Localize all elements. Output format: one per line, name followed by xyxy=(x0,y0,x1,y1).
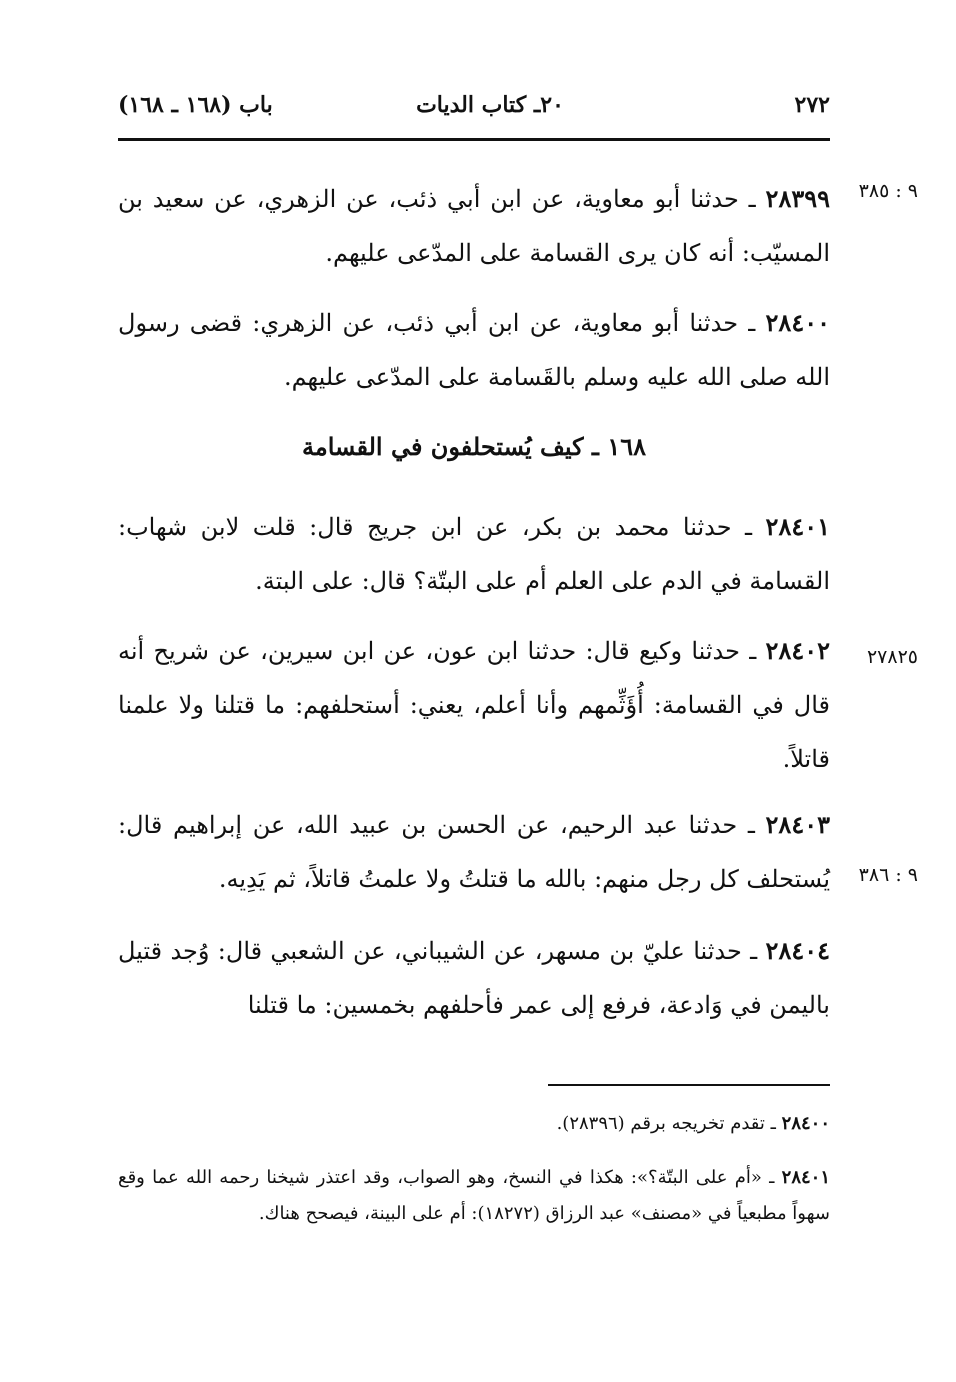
footnote-text: ـ «أم على البتّة؟»: هكذا في النسخ، وهو الصواب، وقد اعتذر شيخنا رحمه الله عما وقع سهواً مطبعياً في «مصنف» عبد الرزاق (١٨٢٧٢): أم على البينة، فيصحح هناك. xyxy=(118,1167,830,1224)
footnote-number: ٢٨٤٠١ xyxy=(781,1167,830,1188)
page-number: ٢٧٢ xyxy=(794,92,830,118)
hadith-entry xyxy=(118,924,830,1032)
hadith-text: ـ حدثنا محمد بن بكر، عن ابن جريج قال: قلت لابن شهاب: القسامة في الدم على العلم أم على البتّة؟ قال: على البتة. xyxy=(118,513,830,595)
hadith-entry xyxy=(118,624,830,786)
chapter-heading: ١٦٨ ـ كيف يُستحلفون في القسامة xyxy=(302,432,646,461)
footnote-rule xyxy=(548,1084,830,1086)
hadith-text: ـ حدثنا عليّ بن مسهر، عن الشيباني، عن الشعبي قال: وُجد قتيل باليمن في وَادعة، فرفع إلى عمر فأحلفهم بخمسين: ما قتلنا xyxy=(118,937,830,1019)
section-range: باب (١٦٨ ـ ١٦٨) xyxy=(118,92,273,118)
margin-ref-3: ٩ : ٣٨٦ xyxy=(858,864,918,886)
footnote xyxy=(118,1106,830,1142)
hadith-entry xyxy=(118,500,830,608)
hadith-number: ٢٨٤٠٠ xyxy=(765,308,830,337)
footnote-text: ـ تقدم تخريجه برقم (٢٨٣٩٦). xyxy=(556,1113,776,1134)
hadith-number: ٢٨٤٠١ xyxy=(765,512,830,541)
header-rule xyxy=(118,138,830,141)
footnote xyxy=(118,1160,830,1232)
margin-ref-2: ٢٧٨٢٥ xyxy=(866,646,918,668)
margin-ref-1: ٩ : ٣٨٥ xyxy=(858,180,918,202)
hadith-text: ـ حدثنا أبو معاوية، عن ابن أبي ذئب، عن الزهري، عن سعيد بن المسيّب: أنه كان يرى القسامة على المدّعى عليهم. xyxy=(118,185,830,267)
hadith-number: ٢٨٤٠٣ xyxy=(765,810,830,839)
hadith-entry xyxy=(118,296,830,404)
hadith-entry xyxy=(118,172,830,280)
hadith-entry xyxy=(118,798,830,906)
hadith-text: ـ حدثنا أبو معاوية، عن ابن أبي ذئب، عن الزهري: قضى رسول الله صلى الله عليه وسلم بالقَسامة على المدّعى عليهم. xyxy=(118,309,830,391)
hadith-text: ـ حدثنا وكيع قال: حدثنا ابن عون، عن ابن سيرين، عن شريح أنه قال في القسامة: أُؤَثِّمهم وأنا أعلم، يعني: أستحلفهم: ما قتلنا ولا علمنا قاتلاً. xyxy=(118,637,830,773)
book-title: ٢٠ـ كتاب الديات xyxy=(416,92,564,118)
hadith-text: ـ حدثنا عبد الرحيم، عن الحسن بن عبيد الله، عن إبراهيم قال: يُستحلف كل رجل منهم: بالله ما قتلتُ ولا علمتُ قاتلاً، ثم يَدِيه. xyxy=(118,811,830,893)
hadith-number: ٢٨٤٠٢ xyxy=(765,636,830,665)
hadith-number: ٢٨٤٠٤ xyxy=(765,936,830,965)
hadith-number: ٢٨٣٩٩ xyxy=(765,184,830,213)
footnote-number: ٢٨٤٠٠ xyxy=(781,1113,830,1134)
